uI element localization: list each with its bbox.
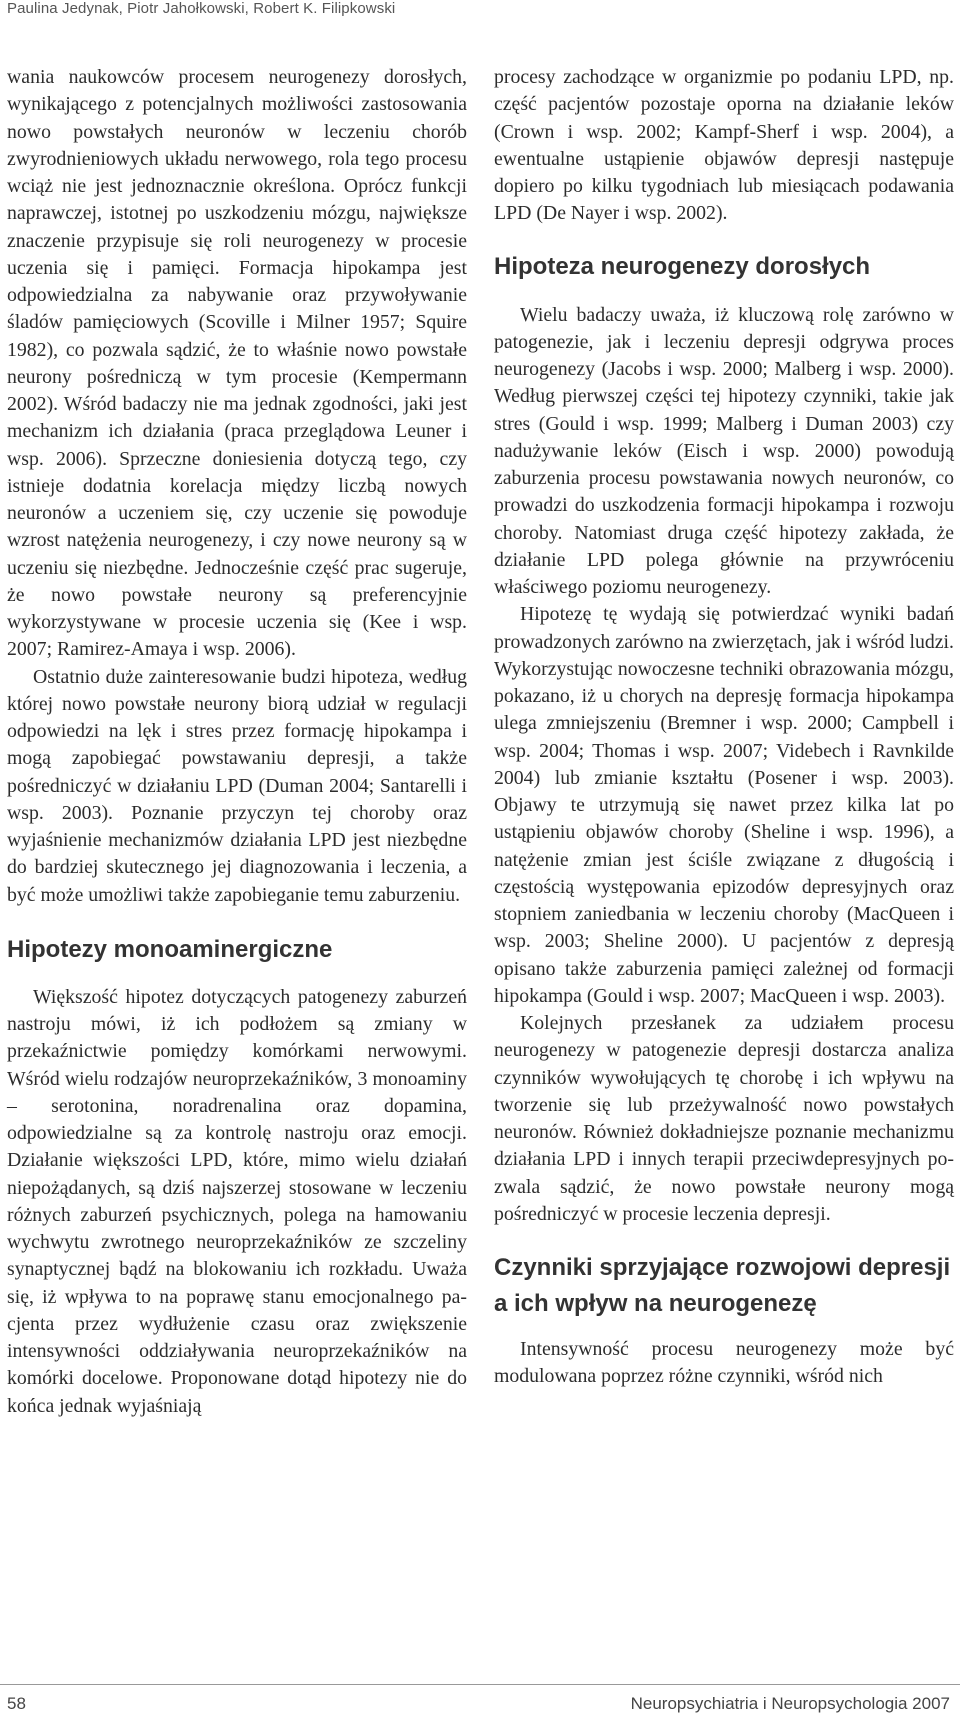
paragraph: wania naukowców procesem neurogenezy dorosłych, wynikającego z potencjalnych możliwości zastosowania nowo powstałych neuronów w leczeniu chorób zwyrodnieniowych układu nerwowego, rola tego procesu wciąż nie jest jednoznacznie określona. Oprócz funkcji naprawczej, istotnej po uszkodzeniu mózgu, największe znaczenie przypisuje się roli neurogenezy w procesie uczenia się i pamięci. Formacja hipokampa jest odpowiedzialna za nabywanie oraz przywoływanie śladów pamięciowych (Scoville i Milner 1957; Squire 1982), co pozwala sądzić, że to właśnie nowo powstałe neurony pośredniczą w tym procesie (Kempermann 2002). Wśród badaczy nie ma jednak zgodności, jaki jest mechanizm ich działania (praca przeglądowa Leuner i wsp. 2006). Sprzeczne doniesienia dotyczą tego, czy istnieje dodatnia korelacja między liczbą nowych neuronów a uczeniem się, czy uczenie się powoduje wzrost natężenia neurogenezy, i czy nowe neurony są w uczeniu się niezbędne. Jednocześnie część prac sugeruje, że nowo powstałe neurony są preferencyjnie wykorzystywane w procesie uczenia się (Kee i wsp. 2007; Ramirez-Amaya i wsp. 2006). [7,66,467,661]
running-head-authors: Paulina Jedynak, Piotr Jahołkowski, Robert K. Filipkowski [7,0,396,17]
section-heading: Hipoteza neurogenezy dorosłych [494,252,871,280]
right-column [494,64,954,1391]
page-number: 58 [7,1694,26,1713]
section-heading: Hipotezy monoaminergiczne [7,935,333,963]
footer-divider [0,1684,960,1685]
paragraph: Ostatnio duże zainteresowanie budzi hipoteza, według której nowo powstałe neurony biorą udział w regulacji odpowiedzi na lęk i stres przez formację hipokampa i mogą zapobiegać powstawaniu depresji, a także pośredniczyć w działaniu LPD (Duman 2004; Santarelli i wsp. 2003). Poznanie przyczyn tej choroby oraz wyjaśnienie mechanizmów działania LPD jest niezbędne do bardziej skutecznego jej diagnozowania i leczenia, a być może umożliwi także zapobieganie temu zaburzeniu. [7,665,467,906]
paragraph: Wielu badaczy uważa, iż kluczową rolę zarówno w patogenezie, jak i leczeniu depresji odgrywa proces neurogenezy (Jacobs i wsp. 2000; Malberg i wsp. 2000). Według pierwszej części tej hipotezy czynniki, takie jak stres (Gould i wsp. 1999; Malberg i Duman 2003) czy nadużywanie leków (Eisch i wsp. 2000) powodują zaburzenia procesu powstawania nowych neuronów, co prowadzi do uszkodzenia formacji hipokampa i rozwoju choroby. Natomiast druga część hipotezy zakłada, że działanie LPD polega głównie na przywróceniu właściwego poziomu neurogenezy. [494,303,954,598]
paragraph: Hipotezę tę wydają się potwierdzać wyniki badań prowadzonych zarówno na zwierzętach, jak i wśród ludzi. Wykorzystując nowoczesne techniki obrazowania mózgu, pokazano, iż u chorych na depresję formacja hipokampa ulega zmniejszeniu (Bremner i wsp. 2000; Campbell i wsp. 2004; Thomas i wsp. 2007; Videbech i Ravnkilde 2004) lub zmianie kształtu (Posener i wsp. 2003). Objawy te utrzymują się nawet przez kilka lat po ustąpieniu objawów choroby (Sheline i wsp. 1996), a natężenie zmian jest ściśle związane z długością i częstością występowania epizodów depresyjnych oraz stopniem zaniedbania w leczeniu choroby (MacQueen i wsp. 2003; Sheline 2000). U pacjentów z depresją opisano także zaburzenia pamięci zależnej od formacji hipokampa (Gould i wsp. 2007; MacQueen i wsp. 2003). [494,603,954,1007]
paragraph: procesy zachodzące w organizmie po podaniu LPD, np. część pacjentów pozostaje oporna na działanie leków (Crown i wsp. 2002; Kampf-Sherf i wsp. 2004), a ewentualne ustąpienie objawów depresji następuje dopiero po kilku tygodniach lub miesiącach podawania LPD (De Nayer i wsp. 2002). [494,66,954,225]
paragraph: Większość hipotez dotyczących patogenezy zaburzeń nastroju mówi, iż ich podłożem są zmiany w przekaźnictwie pomiędzy komórkami nerwowymi. Wśród wielu rodzajów neuroprzekaźników, 3 monoaminy – serotonina, noradrenalina oraz dopamina, odpowiedzialne są za kontrolę nastroju oraz emocji. Działanie większości LPD, które, mimo wielu działań niepożądanych, są dziś najszerzej stosowane w leczeniu różnych zaburzeń psychicznych, polega na hamowaniu wychwytu zwrotnego neuroprzekaźników ze szczeliny synaptycznej bądź na blokowaniu ich rozkładu. Uważa się, iż wpływa to na poprawę stanu emocjonalnego pacjenta przez wydłużenie czasu oraz zwiększenie intensywności oddziaływania neuroprzekaźników na komórki docelowe. Proponowane dotąd hipotezy nie do końca jednak wyjaśniają [7,985,467,1417]
journal-name: Neuropsychiatria i Neuropsychologia 2007 [630,1694,950,1713]
left-column [7,64,467,1420]
paragraph: Intensywność procesu neurogenezy może być modulowana poprzez różne czynniki, wśród nich [494,1338,954,1388]
paragraph: Kolejnych przesłanek za udziałem procesu neurogenezy w patogenezie depresji dostarcza analiza czynników wywołujących tę chorobę i ich wpływu na tworzenie się lub przeżywalność nowo powstałych neuronów. Również dokładniejsze poznanie mechanizmu działania LPD i innych terapii przeciwdepresyjnych pozwala sądzić, że nowo powstałe neurony mogą pośredniczyć w procesie leczenia depresji. [494,1012,954,1225]
section-heading: Czynniki sprzyjające rozwojowi depresji a ich wpływ na neurogenezę [494,1254,951,1317]
